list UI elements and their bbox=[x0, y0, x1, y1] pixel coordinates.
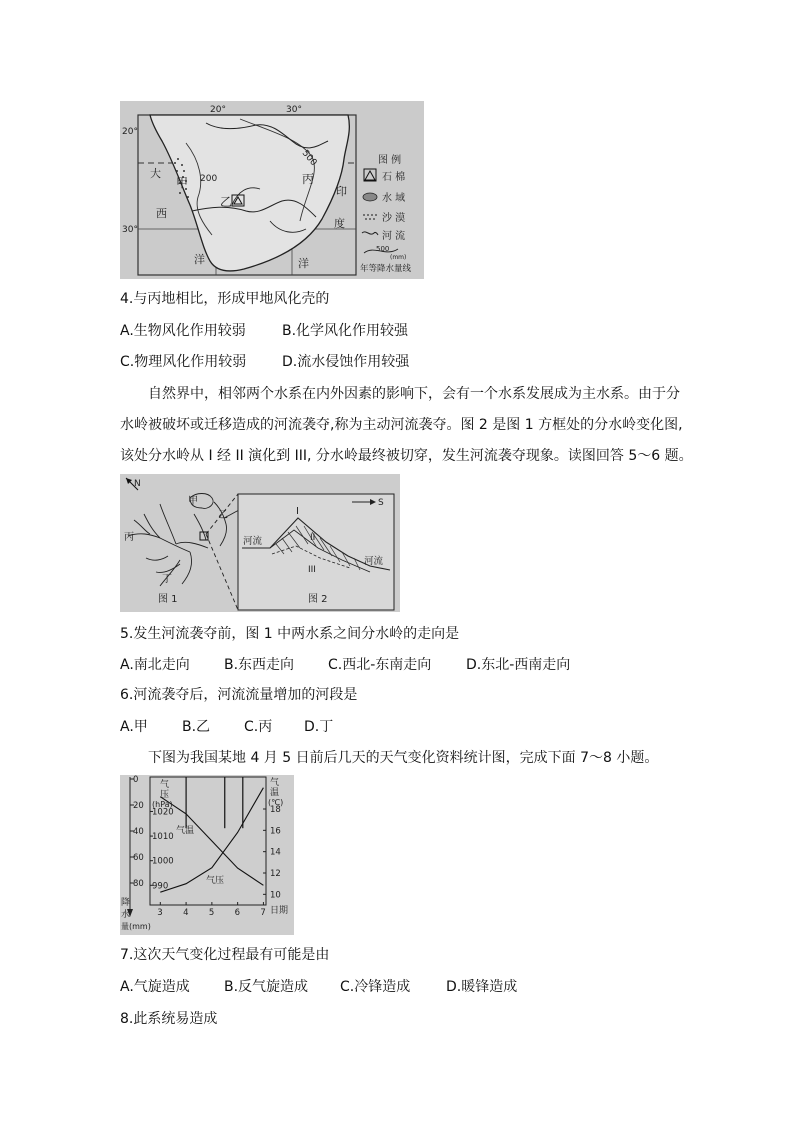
q4-option-a[interactable]: A.生物风化作用较弱 bbox=[120, 323, 246, 339]
precip-tick-label: 20 bbox=[133, 801, 144, 811]
q4-option-d[interactable]: D.流水侵蚀作用较强 bbox=[282, 354, 410, 370]
weather-chart bbox=[120, 775, 294, 935]
passage2-line: 下图为我国某地 4 月 5 日前后几天的天气变化资料统计图，完成下面 7～8 小题。 bbox=[148, 750, 659, 766]
q7-option-a[interactable]: A.气旋造成 bbox=[120, 979, 190, 995]
pressure-tick-label: 1010 bbox=[152, 832, 174, 843]
isohyet-500-label: 500 bbox=[299, 148, 319, 169]
q6-option-b[interactable]: B.乙 bbox=[182, 719, 211, 735]
q5-stem: 5.发生河流袭夺前，图 1 中两水系之间分水岭的走向是 bbox=[120, 626, 460, 642]
q4-option-c[interactable]: C.物理风化作用较弱 bbox=[120, 354, 247, 370]
lat-label-30: 30° bbox=[122, 225, 138, 235]
ocean-left-3: 洋 bbox=[194, 253, 205, 266]
pressure-axis-label-2: 压 bbox=[160, 790, 170, 800]
fig2-stage-1: I bbox=[296, 506, 299, 517]
q7-stem: 7.这次天气变化过程最有可能是由 bbox=[120, 947, 330, 963]
lon-label-30: 30° bbox=[286, 105, 302, 115]
temp-tick-label: 16 bbox=[270, 826, 281, 837]
precip-tick-label: 80 bbox=[133, 879, 144, 889]
fig2-arrow-label: S bbox=[378, 498, 384, 508]
precip-axis-label-3: 量(mm) bbox=[121, 922, 151, 931]
fig1-label-jia: 甲 bbox=[188, 496, 198, 507]
temp-tick-label: 12 bbox=[270, 869, 281, 879]
fig1-caption: 图 1 bbox=[158, 594, 178, 605]
q7-option-b[interactable]: B.反气旋造成 bbox=[224, 979, 309, 995]
river-capture-figure bbox=[120, 474, 400, 612]
legend-river: 河 流 bbox=[382, 231, 406, 242]
lat-label-20: 20° bbox=[122, 127, 138, 137]
legend-isohyet-label: 年等降水量线 bbox=[360, 264, 412, 274]
q5-option-b[interactable]: B.东西走向 bbox=[224, 657, 295, 673]
fig2-river-right: 河流 bbox=[364, 556, 384, 567]
fig2-river-left: 河流 bbox=[243, 536, 263, 547]
x-tick-label: 6 bbox=[234, 908, 241, 918]
pressure-axis-label-3: (hPa) bbox=[152, 800, 173, 809]
x-tick-label: 7 bbox=[260, 908, 266, 918]
temp-axis-label-3: (℃) bbox=[268, 798, 284, 807]
q4-option-b[interactable]: B.化学风化作用较强 bbox=[282, 323, 409, 339]
ocean-right-2: 度 bbox=[334, 217, 345, 230]
x-tick-label: 3 bbox=[157, 908, 163, 918]
ocean-right-3: 洋 bbox=[298, 257, 309, 270]
precip-axis-label-1: 降 bbox=[121, 898, 131, 908]
q6-option-d[interactable]: D.丁 bbox=[304, 719, 334, 735]
x-tick-label: 4 bbox=[183, 908, 189, 918]
temp-tick-label: 14 bbox=[270, 847, 281, 858]
isohyet-200-label: 200 bbox=[200, 174, 218, 184]
pressure-tick-label: 1020 bbox=[152, 807, 174, 818]
fig1-label-ding: 丁 bbox=[162, 574, 172, 585]
series-label-pressure: 气压 bbox=[206, 876, 225, 886]
precip-tick-label: 60 bbox=[133, 853, 144, 863]
x-tick-label: 5 bbox=[208, 908, 215, 918]
q5-option-c[interactable]: C.西北-东南走向 bbox=[328, 657, 432, 673]
q6-option-a[interactable]: A.甲 bbox=[120, 719, 148, 735]
series-label-temperature: 气温 bbox=[176, 826, 195, 836]
legend-isohyet-unit: (mm) bbox=[390, 254, 407, 261]
area-bing: 丙 bbox=[302, 172, 315, 186]
temp-axis-label-2: 温 bbox=[270, 788, 280, 798]
fig2-stage-2: II bbox=[310, 533, 316, 543]
ocean-right-1: 印 bbox=[336, 185, 347, 198]
legend-asbestos: 石 棉 bbox=[382, 172, 406, 183]
q7-option-d[interactable]: D.暖锋造成 bbox=[446, 979, 518, 995]
pressure-axis-label-1: 气 bbox=[160, 780, 170, 790]
passage1-line-1: 自然界中，相邻两个水系在内外因素的影响下，会有一个水系发展成为主水系。由于分 bbox=[148, 386, 680, 402]
precip-axis-label-2: 水 bbox=[121, 910, 131, 920]
q4-stem: 4.与丙地相比，形成甲地风化壳的 bbox=[120, 291, 330, 307]
q8-stem: 8.此系统易造成 bbox=[120, 1011, 218, 1027]
q7-option-c[interactable]: C.冷锋造成 bbox=[340, 979, 411, 995]
lon-label-20: 20° bbox=[210, 105, 226, 115]
pressure-tick-label: 1000 bbox=[152, 856, 174, 867]
temp-tick-label: 18 bbox=[270, 805, 281, 815]
north-label: N bbox=[134, 479, 141, 489]
legend-isohyet-value: 500 bbox=[376, 245, 390, 253]
precip-tick-label: 40 bbox=[133, 827, 144, 837]
x-axis-label: 日期 bbox=[270, 906, 289, 916]
q6-stem: 6.河流袭夺后，河流流量增加的河段是 bbox=[120, 687, 358, 703]
precip-tick-label: 0 bbox=[133, 775, 139, 785]
passage1-line-2: 水岭被破坏或迁移造成的河流袭夺,称为主动河流袭夺。图 2 是图 1 方框处的分水岭变化图, bbox=[120, 417, 683, 433]
fig1-label-bing: 丙 bbox=[124, 532, 134, 543]
fig2-caption: 图 2 bbox=[308, 594, 328, 605]
pressure-tick-label: 990 bbox=[152, 881, 169, 892]
temp-tick-label: 10 bbox=[270, 890, 281, 901]
q5-option-d[interactable]: D.东北-西南走向 bbox=[466, 657, 571, 673]
fig1-label-yi: 乙 bbox=[218, 510, 228, 521]
fig2-stage-3: III bbox=[308, 565, 316, 575]
q6-option-c[interactable]: C.丙 bbox=[244, 719, 273, 735]
temp-axis-label-1: 气 bbox=[270, 778, 280, 788]
legend-water: 水 域 bbox=[382, 193, 406, 204]
legend-title: 图 例 bbox=[378, 155, 402, 166]
area-jia: 甲 bbox=[176, 176, 189, 190]
q5-option-a[interactable]: A.南北走向 bbox=[120, 657, 190, 673]
area-yi: 乙 bbox=[220, 195, 233, 209]
legend-desert: 沙 漠 bbox=[382, 213, 406, 224]
ocean-left-1: 大 bbox=[150, 167, 161, 180]
passage1-line-3: 该处分水岭从 I 经 II 演化到 III, 分水岭最终被切穿，发生河流袭夺现象。读图回答 5～6 题。 bbox=[120, 448, 693, 464]
ocean-left-2: 西 bbox=[156, 207, 167, 220]
map-figure bbox=[120, 101, 424, 279]
